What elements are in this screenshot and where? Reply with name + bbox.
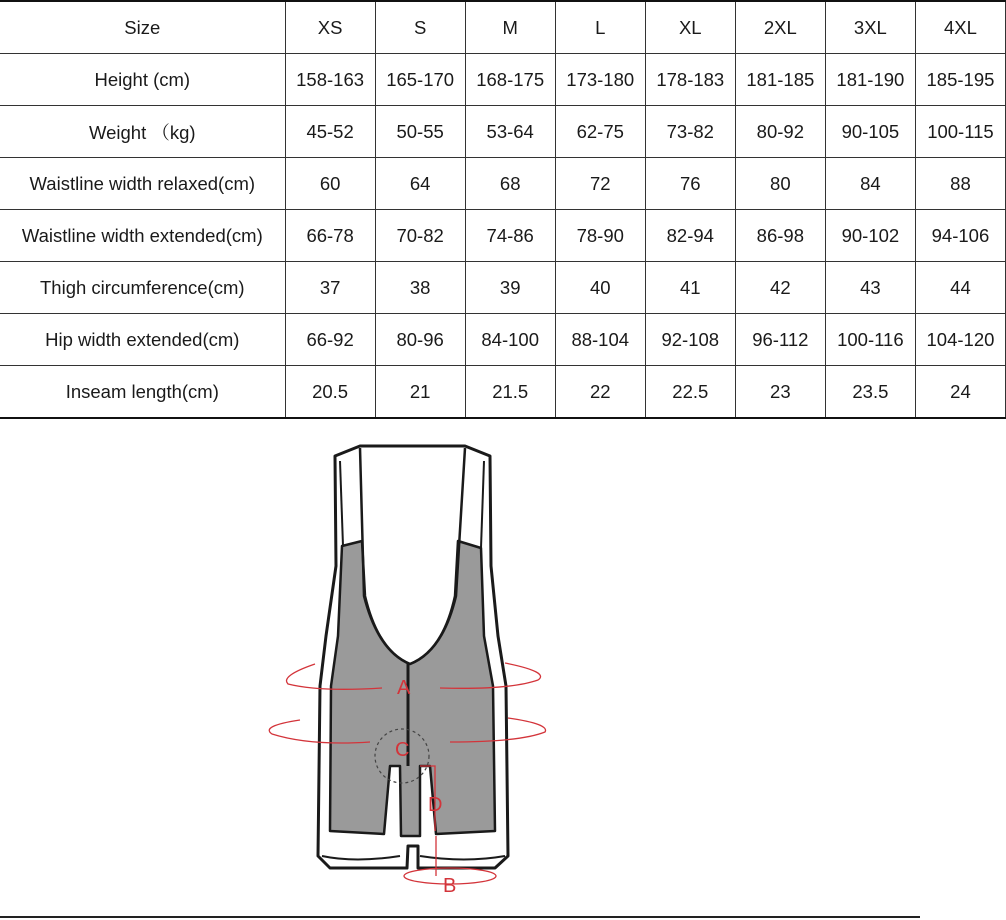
row-label: Height (cm) [0,54,285,106]
table-cell: 178-183 [645,54,735,106]
table-cell: 64 [375,158,465,210]
table-cell: 42 [735,262,825,314]
table-cell: 84 [825,158,915,210]
table-cell: 66-78 [285,210,375,262]
bib-shorts-diagram [260,436,560,906]
table-cell: 90-105 [825,106,915,158]
table-cell: M [465,1,555,54]
table-cell: XS [285,1,375,54]
table-cell: 40 [555,262,645,314]
table-cell: 22.5 [645,366,735,419]
table-cell: 80-96 [375,314,465,366]
table-row [0,54,1006,106]
marker-a: A [397,677,411,699]
table-cell: 62-75 [555,106,645,158]
table-cell: 21 [375,366,465,419]
table-cell: 73-82 [645,106,735,158]
table-cell: 44 [915,262,1005,314]
row-label: Inseam length(cm) [0,366,285,419]
table-cell: 24 [915,366,1005,419]
table-cell: 2XL [735,1,825,54]
table-cell: 76 [645,158,735,210]
table-row [0,106,1006,158]
table-cell: 70-82 [375,210,465,262]
table-cell: 39 [465,262,555,314]
size-table [0,0,1006,419]
table-cell: 38 [375,262,465,314]
table-cell: 45-52 [285,106,375,158]
table-cell: 21.5 [465,366,555,419]
table-cell: 23.5 [825,366,915,419]
table-cell: 72 [555,158,645,210]
table-cell: 23 [735,366,825,419]
table-row [0,210,1006,262]
table-cell: 86-98 [735,210,825,262]
table-cell: 104-120 [915,314,1005,366]
row-label: Thigh circumference(cm) [0,262,285,314]
table-cell: 53-64 [465,106,555,158]
table-cell: 82-94 [645,210,735,262]
table-cell: 4XL [915,1,1005,54]
table-cell: 173-180 [555,54,645,106]
table-cell: 88 [915,158,1005,210]
marker-c: C [395,739,410,761]
table-cell: 158-163 [285,54,375,106]
table-cell: 185-195 [915,54,1005,106]
table-cell: 80-92 [735,106,825,158]
table-cell: 3XL [825,1,915,54]
table-cell: 96-112 [735,314,825,366]
table-cell: 84-100 [465,314,555,366]
table-cell: 165-170 [375,54,465,106]
table-cell: 74-86 [465,210,555,262]
size-chart [0,0,995,420]
marker-d: D [428,794,443,816]
table-cell: 66-92 [285,314,375,366]
table-cell: 20.5 [285,366,375,419]
row-label: Waistline width extended(cm) [0,210,285,262]
table-cell: 90-102 [825,210,915,262]
table-row [0,262,1006,314]
table-cell: 22 [555,366,645,419]
table-cell: 78-90 [555,210,645,262]
table-cell: 168-175 [465,54,555,106]
row-label: Weight （kg) [0,106,285,158]
row-label: Size [0,1,285,54]
table-cell: 50-55 [375,106,465,158]
table-row [0,314,1006,366]
table-cell: 92-108 [645,314,735,366]
bottom-rule [0,916,920,918]
table-cell: 100-115 [915,106,1005,158]
table-cell: 41 [645,262,735,314]
table-cell: 88-104 [555,314,645,366]
table-row [0,158,1006,210]
table-cell: 100-116 [825,314,915,366]
table-row [0,366,1006,419]
table-cell: L [555,1,645,54]
table-cell: XL [645,1,735,54]
table-cell: 68 [465,158,555,210]
table-cell: 60 [285,158,375,210]
marker-b: B [443,875,457,897]
table-cell: S [375,1,465,54]
table-cell: 43 [825,262,915,314]
table-cell: 181-185 [735,54,825,106]
table-cell: 80 [735,158,825,210]
table-header-row [0,1,1006,54]
row-label: Hip width extended(cm) [0,314,285,366]
table-cell: 181-190 [825,54,915,106]
row-label: Waistline width relaxed(cm) [0,158,285,210]
table-cell: 37 [285,262,375,314]
table-cell: 94-106 [915,210,1005,262]
